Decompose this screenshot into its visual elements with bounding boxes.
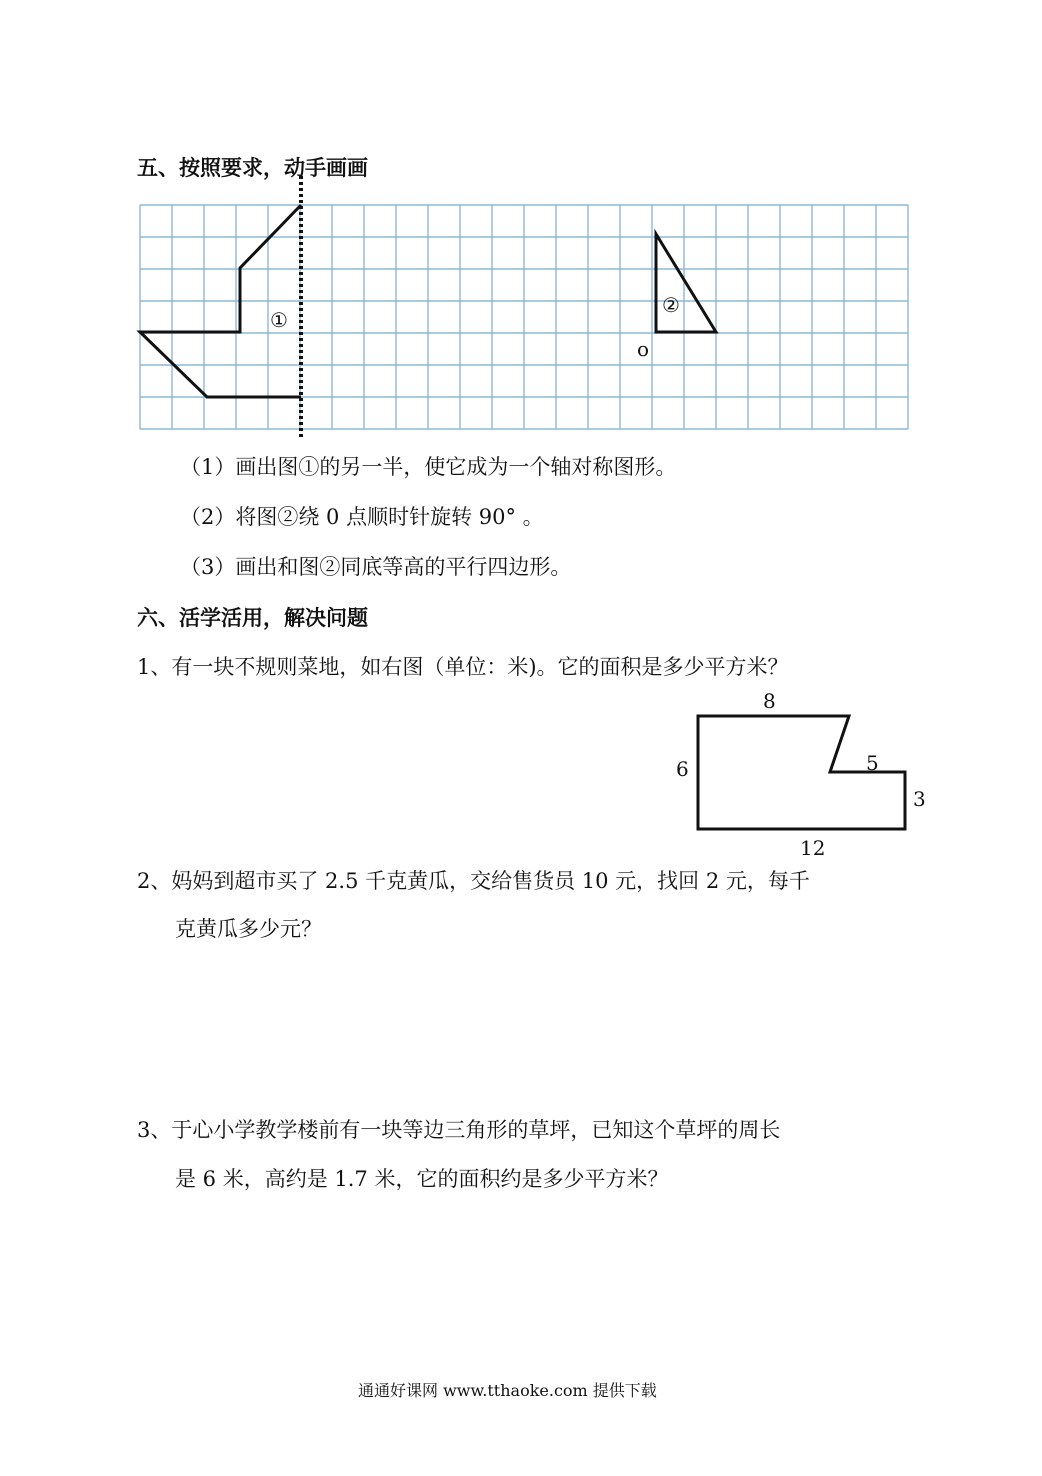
figure1-label: ① xyxy=(270,308,288,332)
drawing-grid xyxy=(0,0,1042,460)
figure2-triangle xyxy=(656,234,716,332)
question-3-line1: 3、于心小学教学楼前有一块等边三角形的草坪，已知这个草坪的周长 xyxy=(137,1118,781,1142)
plot-outline xyxy=(698,716,905,829)
dim-bottom: 12 xyxy=(800,836,826,860)
question-2-line1: 2、妈妈到超市买了 2.5 千克黄瓜，交给售货员 10 元，找回 2 元，每千 xyxy=(137,869,810,893)
question-2-line2: 克黄瓜多少元？ xyxy=(175,917,322,941)
question-1: 1、有一块不规则菜地，如右图（单位：米)。它的面积是多少平方米？ xyxy=(137,655,789,679)
section5-title: 五、按照要求，动手画画 xyxy=(137,155,368,180)
question-3-line2: 是 6 米，高约是 1.7 米，它的面积约是多少平方米？ xyxy=(175,1167,669,1191)
dim-left: 6 xyxy=(676,757,689,781)
task-2: （2）将图②绕 0 点顺时针旋转 90° 。 xyxy=(180,505,544,529)
dim-step: 5 xyxy=(866,751,879,775)
figure2-label: ② xyxy=(662,293,680,317)
task-3: （3）画出和图②同底等高的平行四边形。 xyxy=(180,555,572,579)
dim-right: 3 xyxy=(913,787,926,811)
footer-credit: 通通好课网 www.tthaoke.com 提供下载 xyxy=(358,1381,657,1400)
task-1: （1）画出图①的另一半，使它成为一个轴对称图形。 xyxy=(180,455,677,479)
point-o-label: o xyxy=(637,337,650,361)
section6-title: 六、活学活用，解决问题 xyxy=(137,605,368,630)
grid-lines xyxy=(140,205,908,429)
dim-top: 8 xyxy=(763,689,776,713)
